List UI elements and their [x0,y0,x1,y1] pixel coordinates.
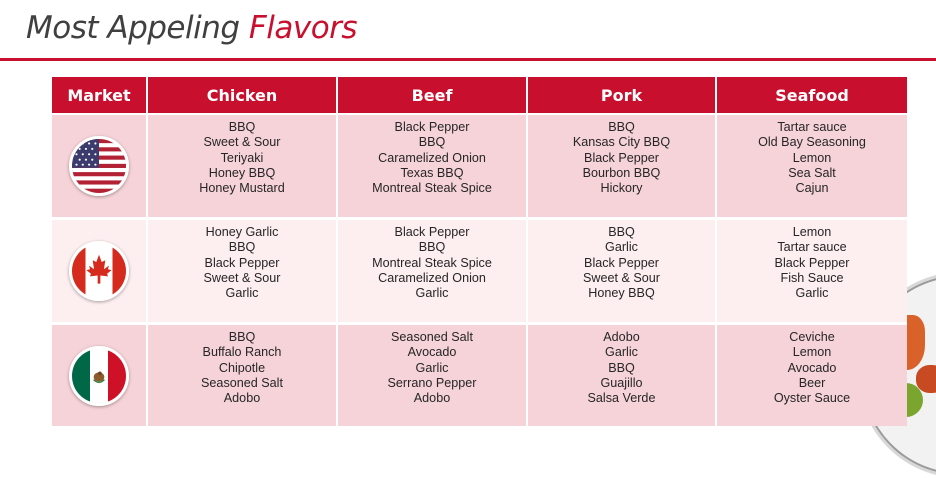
flavor-item: Guajillo [600,375,643,390]
flavor-item: Black Pepper [774,255,850,270]
flavor-item: Garlic [605,345,638,360]
table-row [52,220,907,325]
flavor-item: Seasoned Salt [201,375,283,390]
flavor-item: Honey Mustard [199,181,285,196]
flavor-item: Honey BBQ [588,286,655,301]
flavor-item: Tartar sauce [777,120,847,134]
us-flag-icon [69,136,129,196]
flavor-item: Sweet & Sour [203,270,281,285]
flavor-item: Hickory [600,181,643,196]
flavor-item: Garlic [415,360,449,375]
flavor-item: Lemon [792,345,832,360]
flavor-item: Sea Salt [788,165,836,180]
pork-cell [528,220,717,325]
chicken-cell [148,220,338,325]
beef-cell [338,325,528,426]
market-cell [52,220,148,325]
title-underline [0,58,936,61]
flavor-item: Adobo [603,330,640,344]
chicken-cell [148,325,338,426]
flavor-item: Buffalo Ranch [202,345,282,360]
flavor-item: Garlic [415,286,449,301]
flavor-item: Montreal Steak Spice [372,255,492,270]
flavor-item: Black Pepper [394,225,470,239]
flavor-item: BBQ [228,120,256,134]
flavor-item: Salsa Verde [587,391,656,406]
flavor-item: Black Pepper [394,120,470,134]
flavor-item: Seasoned Salt [391,330,473,344]
flavor-item: Serrano Pepper [387,375,477,390]
table-header-row [52,77,907,115]
pork-cell [528,325,717,426]
flavor-item: Lemon [792,225,832,239]
table-row [52,115,907,220]
flavor-item: Teriyaki [220,150,264,165]
flavor-item: Caramelized Onion [378,270,486,285]
flavor-item: Ceviche [789,330,835,344]
flavor-item: Garlic [225,286,259,301]
flavor-item: BBQ [608,360,635,375]
flavor-item: Montreal Steak Spice [372,181,492,196]
flavor-item: Texas BBQ [400,165,464,180]
title-main: Most Appeling [26,10,240,46]
flavor-item: Garlic [795,286,829,301]
pork-cell [528,115,717,220]
flavor-item: Avocado [407,345,457,360]
flavor-item: Beer [798,375,826,390]
flavor-item: Honey Garlic [205,225,279,239]
flavor-item: Old Bay Seasoning [758,135,866,150]
flavor-item: Sweet & Sour [203,135,281,150]
header-market: Market [52,77,148,115]
flavor-item: Cajun [795,181,829,196]
table-row [52,325,907,426]
flavor-item: Sweet & Sour [582,270,660,285]
flavor-item: Fish Sauce [780,270,844,285]
flavor-item: BBQ [608,120,635,134]
canada-flag-icon [69,241,129,301]
flavor-item: Caramelized Onion [378,150,486,165]
seafood-cell [717,220,907,325]
beef-cell [338,220,528,325]
page-title [26,10,357,46]
seafood-cell [717,325,907,426]
flavor-item: BBQ [608,225,635,239]
flavor-item: BBQ [228,240,256,255]
header-pork: Pork [528,77,717,115]
header-beef: Beef [338,77,528,115]
title-accent: Flavors [248,10,358,46]
mexico-flag-icon [69,346,129,406]
flavor-item: BBQ [418,135,446,150]
flavor-item: Bourbon BBQ [582,165,661,180]
flavor-item: Garlic [605,240,638,255]
flavor-item: Adobo [413,391,451,406]
flavor-item: Avocado [787,360,837,375]
flavor-item: Adobo [223,391,261,406]
market-cell [52,115,148,220]
header-chicken: Chicken [148,77,338,115]
header-seafood: Seafood [717,77,907,115]
flavor-item: Tartar sauce [777,240,847,255]
flavor-item: Honey BBQ [208,165,276,180]
flavor-item: BBQ [418,240,446,255]
flavors-table [52,77,907,426]
flavor-item: Oyster Sauce [773,391,851,406]
chicken-cell [148,115,338,220]
seafood-cell [717,115,907,220]
flavor-item: Black Pepper [584,150,659,165]
flavor-item: Chipotle [218,360,266,375]
flavor-item: BBQ [228,330,256,344]
beef-cell [338,115,528,220]
flavor-item: Kansas City BBQ [572,135,671,150]
flavor-item: Black Pepper [204,255,280,270]
flavor-item: Lemon [792,150,832,165]
market-cell [52,325,148,426]
flavor-item: Black Pepper [584,255,659,270]
